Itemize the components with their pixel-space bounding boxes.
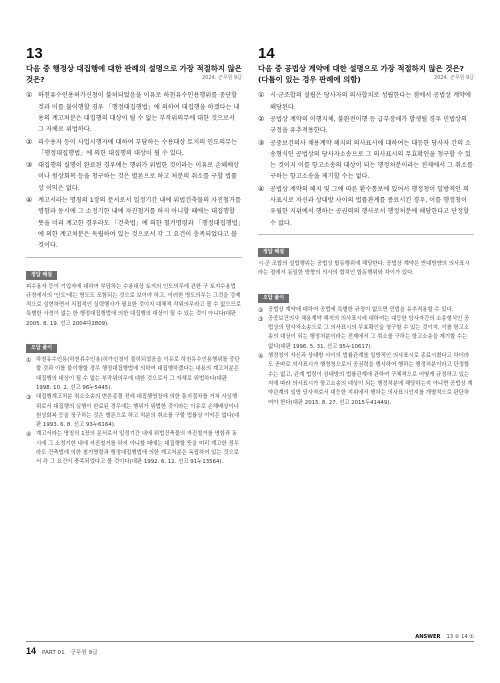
page-footer <box>26 646 98 656</box>
option-item <box>258 184 474 229</box>
question-source: 2024. 군무원 9급 <box>202 75 242 82</box>
question-14 <box>258 46 474 408</box>
question-source: 2024. 군무원 9급 <box>434 75 474 82</box>
wrong-answer-label: 오답 풀이 <box>26 344 57 353</box>
wrong-answer-text: 공법상 계약에 대하여 공법에 특별한 규정이 없으면 민법을 유추적용할 수 있다. <box>268 306 454 313</box>
answer-explanation-label: 정답 해설 <box>258 248 289 257</box>
wrong-answer-item <box>26 393 242 430</box>
question-13 <box>26 46 242 468</box>
answer-explanation-box <box>26 257 242 329</box>
option-mark: ② <box>26 137 33 146</box>
option-item <box>258 138 474 183</box>
option-text: 피수용자 등이 사업시행자에 대하여 부담하는 수용대상 토지의 인도의무는 「행정대집행법」에 의한 대집행의 대상이 될 수 있다. <box>38 138 238 157</box>
option-mark: ③ <box>26 161 33 170</box>
option-mark: ③ <box>258 138 265 147</box>
option-text: 공법상 계약의 해지 및 그에 따른 환수통보에 있어서 행정청이 일방적인 의사표시로 자신과 상대방 사이의 법률관계를 종료시킨 경우, 이를 행정청이 우월한 지위에서 행하는 공권력의 행사로서 행정처분에 해당한다고 단정할 수 없다. <box>270 185 470 227</box>
option-text: 시·군조합의 설립은 당사자의 의사합치로 성립한다는 점에서 공법상 계약에 해당된다. <box>270 92 472 111</box>
wrong-answer-item <box>26 430 242 467</box>
answer-key <box>415 634 474 640</box>
footer-divider <box>26 641 474 642</box>
page-number: 14 <box>26 646 37 656</box>
option-text: 공중보건의사 채용계약 해지의 의사표시에 대하여는 대등한 당사자 간의 소송형식인 공법상의 당사자소송으로 그 의사표시의 무효확인을 청구할 수 있는 것이지 이를 항고소송의 대상이 되는 행정처분이라는 전제에서 그 취소를 구하는 항고소송을 제기할 수는 없다. <box>270 139 473 181</box>
option-mark: ④ <box>26 196 33 205</box>
option-mark: ② <box>258 306 264 314</box>
option-mark: ④ <box>26 431 32 439</box>
wrong-answer-text: 공중보건의사 채용계약 해지의 의사표시에 대하여는 대등한 당사자간의 소송형식인 공법상의 당사자소송으로 그 의사표시의 무효확인을 청구할 수 있는 것이지, 이를 항고소송의 대상이 되는 행정처분이라는 전제에서 그 취소를 구하는 항고소송을 제기할 수는 없다(대판 1996. 5. 31. 선고 95누10617). <box>268 315 470 350</box>
wrong-answer-text: 행정청이 자신과 상대방 사이의 법률관계를 일방적인 의사표시로 종료시켰다고 하더라도 곧바로 의사표시가 행정청으로서 공권력을 행사하여 행하는 행정처분이라고 단정할 수는 없고, 관계 법령이 상대방의 법률관계에 관하여 구체적으로 어떻게 규정하고 있는지에 따라 의사표시가 항고소송의 대상이 되는 행정처분에 해당하는지 아니면 공법상 계약관계의 일방 당사자로서 대등한 지위에서 행하는 의사표시인지를 개별적으로 판단하여야 한다(대판 2015. 8. 27. 선고 2015두41449). <box>268 353 473 406</box>
option-item <box>26 90 242 135</box>
option-mark: ③ <box>258 315 264 323</box>
option-text: 하천유수인용허가신청이 불허되었음을 이유로 하천유수인용행위를 중단할 것과 이를 불이행할 경우 「행정대집행법」에 의하여 대집행을 하겠다는 내용의 계고처분은 대집행의 대상이 될 수 없는 부작위의무에 대한 것으로서 그 자체로 위법하다. <box>38 92 240 134</box>
option-mark: ② <box>258 115 265 123</box>
option-item <box>26 195 242 251</box>
answer-key-values: 13 ② 14 ① <box>446 634 474 640</box>
option-mark: ④ <box>258 353 264 361</box>
option-mark: ③ <box>26 394 32 402</box>
option-text: 대집행의 실행이 완료된 경우에는 행위가 위법한 것이라는 이유로 손해배상이나 원상회복 등을 청구하는 것은 별론으로 하고 처분의 취소를 구할 법률상 이익은 없다. <box>38 162 240 192</box>
answer-key-label: ANSWER <box>415 634 441 640</box>
explanation <box>26 257 242 468</box>
option-item <box>26 137 242 160</box>
answer-explanation-label: 정답 해설 <box>26 271 57 280</box>
option-item <box>26 160 242 194</box>
wrong-answer-section <box>26 334 242 468</box>
option-text: 공법상 계약의 이행지체, 불완전이행 등 급부장애가 발생될 경우 민법상의 규정을 유추적용한다. <box>270 116 468 135</box>
wrong-answer-item <box>258 306 474 315</box>
option-mark: ① <box>26 357 32 365</box>
question-title <box>258 63 474 85</box>
footer-part: PART 01 <box>42 650 65 656</box>
option-item <box>258 114 474 137</box>
option-mark: ① <box>258 91 265 100</box>
question-title <box>26 63 242 85</box>
wrong-answer-section <box>258 284 474 408</box>
option-list <box>26 90 242 251</box>
answer-explanation-text: 피수용자 등이 기업자에 대하여 부담하는 수용대상 토지의 인도의무에 관한 구 토지수용법 규정에서의 '인도'에는 명도도 포함되는 것으로 보이야 하고, 이러한 명도의무는 그것을 강제적으로 실현하면서 직접적인 실력행사가 필요한 것이지 대체적 작위의무라고 볼 수 없으므로 특별한 사정이 없는 한 행정대집행법에 의한 대집행의 대상이 될 수 있는 것이 아니다(대판 2005. 8. 19. 선고 2004다2809). <box>26 283 242 327</box>
answer-explanation-box <box>258 234 474 279</box>
footer-book-title: 군무원 9급 <box>70 650 98 656</box>
wrong-answer-text: 대집행계고처분 취소소송의 변론종결 전에 대집행영장에 의한 통지절차를 거쳐 사실행위로서 대집행의 실행이 완료된 경우에는 행위가 위법한 것이라는 이유로 손해배상이나 원상회복 등을 청구하는 것은 별론으로 하고 처분의 취소를 구할 법률상 이익은 없다(대판 1993. 6. 8. 선고 93누6164). <box>36 394 240 429</box>
wrong-answer-item <box>26 356 242 393</box>
question-number: 13 <box>26 45 43 62</box>
question-number: 14 <box>258 45 275 62</box>
option-mark: ① <box>26 91 33 100</box>
wrong-answer-text: 하천유수인용(하천류수인용)허가신청이 불허되었음을 이유로 하천유수인용행위를 중단할 것과 이를 불이행할 경우 행정대집행법에 의하여 대집행하겠다는 내용의 계고처분은 대집행의 대상이 될 수 없는 부작위의무에 대한 것으로서 그 자체로 위법하다(대판 1998. 10. 2. 선고 96누5445). <box>36 357 240 391</box>
wrong-answer-item <box>258 315 474 352</box>
wrong-answer-item <box>258 352 474 408</box>
question-title-text: 다음 중 행정상 대집행에 대한 판례의 설명으로 가장 적절하지 않은 것은? <box>26 64 242 85</box>
option-mark: ④ <box>258 184 265 193</box>
option-text: 계고서라는 명칭의 1장의 문서로서 일정기간 내에 위법건축물의 자진철거를 명함과 동시에 그 소정기한 내에 자진철거를 하지 아니할 때에는 대집행할 뜻을 미리 계고한 경우라도 「건축법」에 의한 철거명령과 「행정대집행법」에 의한 계고처분은 독립하여 있는 것으로서 각 그 요건이 충족되었다고 볼 것이다. <box>38 197 241 250</box>
wrong-answer-label: 오답 풀이 <box>258 294 289 303</box>
explanation <box>258 234 474 408</box>
wrong-answer-text: 계고서라는 명칭의 1장의 문서로서 일정기간 내에 위법건축물의 자진철거를 명함과 동시에 그 소정기한 내에 자진철거를 하지 아니할 때에는 대집행할 뜻을 미리 계고한 경우라도 건축법에 의한 철거명령과 행정대집행법에 의한 계고처분은 독립하여 있는 것으로서 각 그 요건이 충족되었다고 볼 것이다(대판 1992. 6. 12. 선고 91누13564). <box>36 431 239 466</box>
option-list <box>258 90 474 229</box>
question-title-text: 다음 중 공법상 계약에 대한 설명으로 가장 적절하지 않은 것은? (다툼이 있는 경우 판례에 의함) <box>258 64 464 85</box>
option-item <box>258 90 474 113</box>
answer-explanation-text: 시·군 조합의 설립행위는 공법상 합동행위에 해당한다. 공법상 계약은 반대방향의 의사표시라는 점에서 동일한 방향의 의사의 합치인 합동행위와 차이가 있다. <box>258 260 470 277</box>
